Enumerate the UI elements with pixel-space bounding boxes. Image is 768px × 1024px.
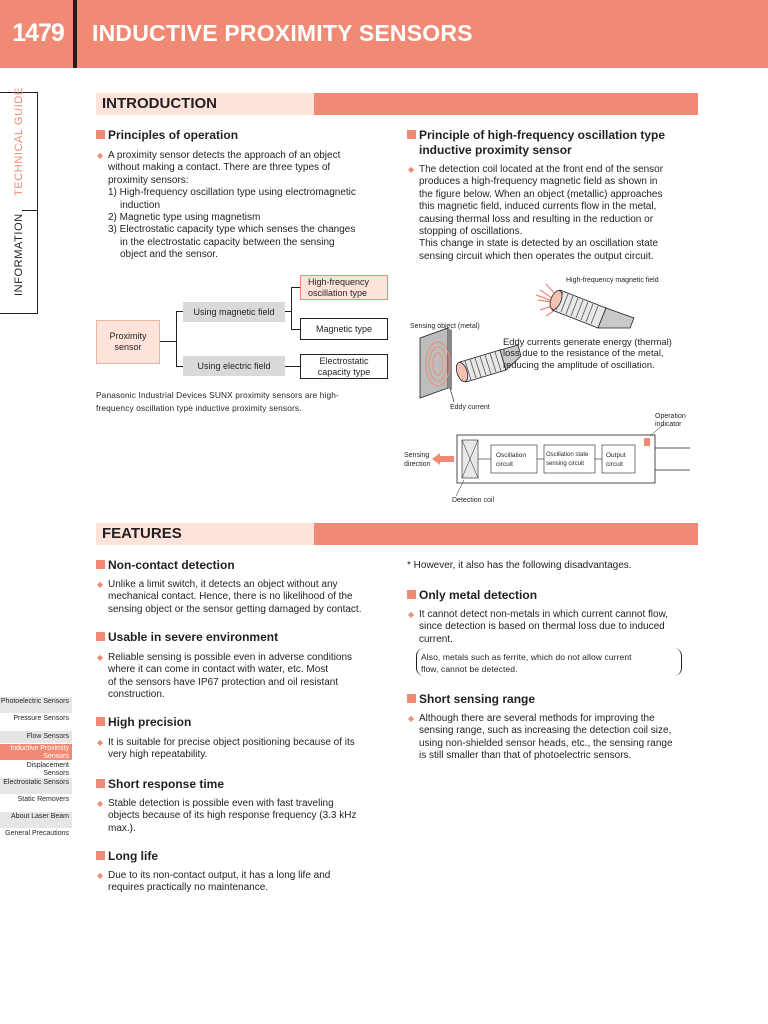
electric-field-box: [183, 356, 285, 376]
text-line: 1) High-frequency oscillation type using electromagnetic: [108, 187, 356, 199]
text-line: It is suitable for precise object positioning because of its: [108, 737, 355, 748]
tree-root-box: [96, 320, 160, 364]
text-line: A proximity sensor detects the approach of an object: [108, 150, 341, 161]
text-line: Output: [606, 452, 626, 459]
sensing-direction-arrow-icon: [432, 453, 454, 465]
text-line: 2) Magnetic type using magnetism: [108, 212, 261, 224]
bullet-icon: ◆: [408, 714, 415, 723]
text-line: Operation: [655, 413, 686, 420]
eddy-current-label: Eddy current: [450, 404, 490, 411]
text-line: max.).: [108, 822, 136, 834]
text-line: Oscillation: [496, 452, 526, 459]
text-line: frequency oscillation type inductive proximity sensors.: [96, 403, 302, 413]
operation-indicator-label: [655, 413, 686, 429]
tree-root-label: Proximity sensor: [109, 331, 147, 352]
text-line: the figure below. When an object (metallic) approaches: [419, 188, 663, 200]
text-line: this magnetic field, induced currents flow in the metal,: [419, 201, 657, 213]
text-line: reducing the amplitude of oscillation.: [503, 358, 655, 370]
feature-title: Short sensing range: [419, 692, 536, 706]
high-frequency-label: High-frequency oscillation type: [308, 276, 370, 298]
hf-title-line-2: inductive proximity sensor: [419, 143, 572, 157]
text-line: requires practically no maintenance.: [108, 882, 269, 894]
text-line: The detection coil located at the front end of the sensor: [419, 164, 664, 175]
text-line: sensing object or the sensor getting damaged by contact.: [108, 603, 362, 615]
text-line: using non-shielded sensor heads, etc., the sensing range: [419, 737, 673, 749]
feature-title: High precision: [108, 715, 192, 729]
text-line: Panasonic Industrial Devices SUNX proximity sensors are high-: [96, 390, 339, 400]
text-line: indicator: [655, 421, 682, 428]
text-line: without making a contact. There are three types of: [108, 162, 331, 174]
category-displacement[interactable]: Displacement Sensors: [26, 762, 69, 777]
category-electrostatic[interactable]: Electrostatic Sensors: [0, 778, 72, 794]
heading-square-icon: [407, 590, 416, 599]
sensing-object-plate-icon: [420, 328, 452, 398]
bullet-icon: ◆: [408, 610, 415, 619]
electric-field-label: Using electric field: [197, 360, 271, 371]
heading-square-icon: [96, 130, 105, 139]
proximity-sensor-icon: [548, 289, 634, 328]
side-tab-divider: [22, 210, 38, 211]
category-laser-beam[interactable]: About Laser Beam: [0, 812, 72, 828]
text-line: direction: [404, 461, 431, 468]
tree-line: [176, 311, 177, 366]
bullet-icon: ◆: [408, 165, 415, 174]
hf-field-label: High-frequency magnetic field: [566, 277, 659, 284]
text-line: Due to its non-contact output, it has a long life and: [108, 870, 331, 881]
heading-square-icon: [96, 632, 105, 641]
feature-heading-only-metal: [407, 588, 537, 603]
feature-text: [108, 737, 355, 762]
principles-heading: [96, 128, 238, 143]
category-pressure[interactable]: Pressure Sensors: [13, 715, 69, 722]
tree-line: [285, 366, 301, 367]
features-bar: [96, 523, 698, 545]
electrostatic-box: [300, 354, 388, 379]
hf-principle-text: [419, 164, 663, 263]
principles-text: [108, 150, 356, 262]
text-line: Oscillation state: [546, 452, 589, 458]
side-label-technical-guide: TECHNICAL GUIDE: [13, 87, 25, 196]
text-line: 3) Electrostatic capacity type which senses the changes: [108, 224, 356, 236]
magnetic-field-label: Using magnetic field: [193, 306, 275, 317]
magnetic-type-label: Magnetic type: [315, 323, 373, 334]
bullet-icon: ◆: [97, 871, 104, 880]
text-line: Also, metals such as ferrite, which do not allow current: [421, 652, 632, 662]
sensing-object-label: Sensing object (metal): [410, 323, 480, 330]
heading-square-icon: [96, 717, 105, 726]
category-flow[interactable]: Flow Sensors: [0, 731, 72, 743]
category-photoelectric[interactable]: Photoelectric Sensors: [0, 697, 72, 713]
feature-text: [419, 713, 673, 763]
text-line: of the sensors have IP67 protection and oil resistant: [108, 676, 339, 688]
text-line: current.: [419, 633, 453, 645]
side-label-information: INFORMATION: [13, 213, 25, 296]
bullet-icon: ◆: [97, 799, 104, 808]
feature-heading-short-range: [407, 692, 535, 707]
feature-heading-high-precision: [96, 715, 191, 730]
tree-line: [291, 287, 292, 329]
text-line: Eddy currents generate energy (thermal): [503, 336, 672, 347]
hf-principle-heading: [407, 128, 665, 158]
feature-heading-long-life: [96, 849, 158, 864]
text-line: sensing circuit: [546, 461, 585, 467]
heading-square-icon: [407, 130, 416, 139]
heading-square-icon: [96, 851, 105, 860]
feature-text: [108, 798, 356, 835]
text-line: induction: [120, 199, 161, 211]
page-title: INDUCTIVE PROXIMITY SENSORS: [92, 20, 473, 46]
bullet-icon: ◆: [97, 738, 104, 747]
text-line: loss due to the resistance of the metal,: [503, 347, 664, 359]
hf-sensor-diagram: [400, 270, 700, 515]
tree-line: [160, 341, 176, 342]
high-frequency-box: [300, 275, 388, 300]
bullet-icon: ◆: [97, 151, 104, 160]
magnetic-type-box: [300, 318, 388, 340]
bullet-icon: ◆: [97, 653, 104, 662]
category-general-precautions[interactable]: General Precautions: [5, 830, 69, 837]
page-number: 1479: [12, 19, 64, 47]
feature-heading-non-contact: [96, 558, 235, 573]
text-line: where it can come in contact with water, etc. Most: [108, 664, 329, 676]
page-header: [0, 0, 768, 68]
text-line: objects because of its high response frequency (3.3 kHz: [108, 810, 357, 822]
text-line: circuit: [606, 461, 623, 468]
text-line: causing thermal loss and resulting in the reduction or: [419, 213, 654, 225]
feature-text: [108, 652, 352, 702]
features-heading: FEATURES: [96, 523, 314, 545]
hf-title-line-1: Principle of high-frequency oscillation type: [419, 128, 666, 142]
text-line: mechanical contact. Hence, there is no likelihood of the: [108, 591, 353, 603]
text-line: in the electrostatic capacity between the sensing: [120, 236, 335, 248]
text-line: Sensing: [404, 452, 430, 459]
feature-text: [108, 579, 362, 616]
output-circuit-label: [606, 451, 626, 469]
bullet-icon: ◆: [97, 580, 104, 589]
text-line: is still smaller than that of photoelectric sensors.: [419, 750, 632, 762]
text-line: Although there are several methods for improving the: [419, 713, 655, 724]
eddy-text: [503, 336, 672, 370]
text-line: construction.: [108, 689, 165, 701]
introduction-bar: [96, 93, 698, 115]
electrostatic-label: Electrostatic capacity type: [317, 355, 371, 377]
feature-title: Long life: [108, 849, 158, 863]
text-line: flow, cannot be detected.: [421, 664, 518, 674]
header-divider: [73, 0, 77, 68]
ferrite-aside: [421, 651, 632, 675]
text-line: object and the sensor.: [120, 249, 218, 261]
oscillation-state-label: [546, 451, 588, 469]
category-inductive-proximity[interactable]: Inductive Proximity Sensors: [0, 744, 72, 760]
category-static-removers[interactable]: Static Removers: [17, 796, 69, 803]
heading-square-icon: [96, 779, 105, 788]
principles-title: Principles of operation: [108, 128, 239, 142]
feature-title: Usable in severe environment: [108, 630, 279, 644]
text-line: very high repeatability.: [108, 749, 208, 761]
text-line: sensing circuit which then operates the output circuit.: [419, 250, 654, 262]
text-line: sensing range, such as increasing the detection coil size,: [419, 725, 672, 737]
feature-text: [419, 609, 668, 646]
magnetic-field-box: [183, 302, 285, 322]
feature-text: [108, 870, 330, 895]
sensing-direction-label: [404, 451, 430, 469]
feature-title: Only metal detection: [419, 588, 538, 602]
text-line: Reliable sensing is possible even in adverse conditions: [108, 652, 353, 663]
text-line: circuit: [496, 461, 513, 468]
disadvantages-note: * However, it also has the following disadvantages.: [407, 560, 632, 571]
feature-title: Short response time: [108, 777, 225, 791]
feature-heading-short-response: [96, 777, 224, 792]
text-line: proximity sensors:: [108, 174, 189, 186]
text-line: Stable detection is possible even with fast traveling: [108, 798, 334, 809]
text-line: since detection is based on thermal loss due to induced: [419, 621, 665, 633]
feature-heading-severe-environment: [96, 630, 278, 645]
feature-title: Non-contact detection: [108, 558, 235, 572]
heading-square-icon: [407, 694, 416, 703]
text-line: It cannot detect non-metals in which current cannot flow,: [419, 609, 669, 620]
text-line: Unlike a limit switch, it detects an object without any: [108, 579, 338, 590]
heading-square-icon: [96, 560, 105, 569]
text-line: stopping of oscillations.: [419, 226, 523, 238]
oscillation-circuit-label: [496, 451, 526, 469]
detection-coil-label: Detection coil: [452, 497, 495, 504]
text-line: produces a high-frequency magnetic field as shown in: [419, 176, 658, 188]
introduction-heading: INTRODUCTION: [96, 93, 314, 115]
text-line: This change in state is detected by an oscillation state: [419, 238, 659, 250]
sunx-note: [96, 389, 339, 415]
